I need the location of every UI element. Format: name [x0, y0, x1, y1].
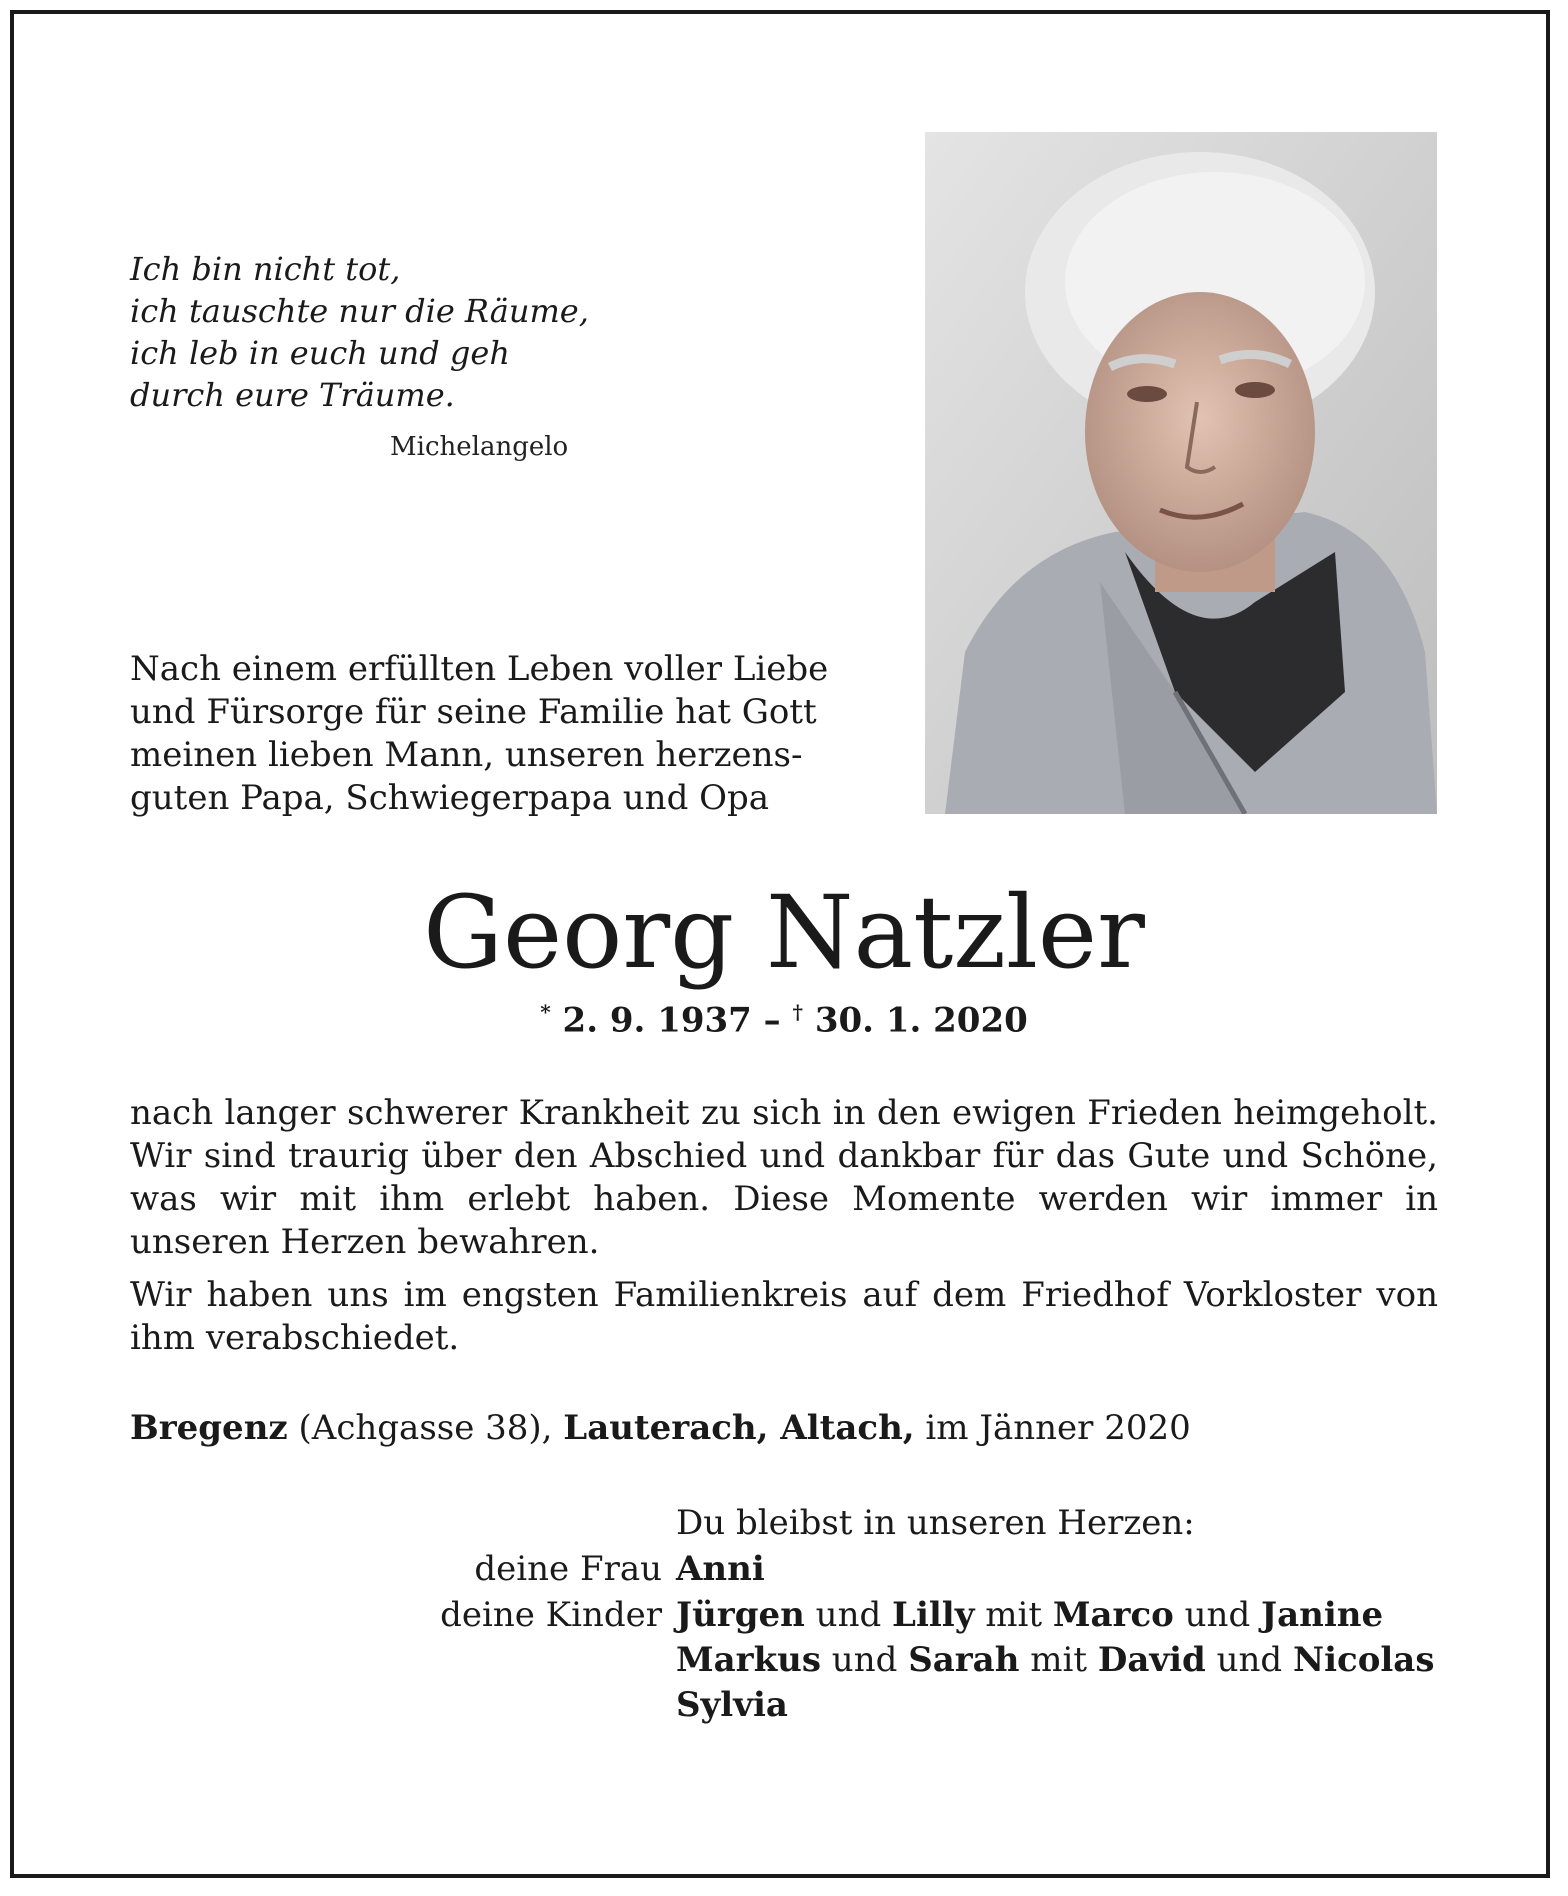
family-name: Janine	[1261, 1595, 1384, 1635]
quote-line: durch eure Träume.	[130, 376, 455, 414]
family-heading: Du bleibst in unseren Herzen:	[676, 1503, 1195, 1543]
connector: mit	[974, 1595, 1053, 1635]
quote-author: Michelangelo	[390, 432, 569, 462]
children-label: deine Kinder	[440, 1595, 662, 1635]
quote-line: ich leb in euch und geh	[130, 334, 510, 372]
intro-text	[130, 648, 828, 820]
location-line	[130, 1408, 1191, 1448]
family-name: Sylvia	[676, 1685, 788, 1725]
family-name: Nicolas	[1293, 1640, 1435, 1680]
quote-line: ich tauschte nur die Räume,	[130, 292, 589, 330]
birth-symbol: *	[540, 1000, 551, 1024]
body-paragraph: Wir haben uns im engsten Familienkreis auf dem Friedhof Vorkloster von ihm verabschiedet.	[130, 1275, 1438, 1358]
location-place: Lauterach, Altach,	[563, 1408, 915, 1448]
quote-line: Ich bin nicht tot,	[130, 250, 401, 288]
intro-line: meinen lieben Mann, unseren herzens-	[130, 735, 803, 775]
location-address: (Achgasse 38),	[287, 1408, 564, 1448]
wife-label: deine Frau	[474, 1549, 662, 1589]
wife-name	[676, 1549, 765, 1589]
life-dates	[0, 1000, 1568, 1040]
connector: und	[804, 1595, 893, 1635]
children-row	[676, 1685, 788, 1725]
location-date: im Jänner 2020	[914, 1408, 1191, 1448]
date-separator: –	[763, 1000, 781, 1041]
intro-line: Nach einem erfüllten Leben voller Liebe	[130, 649, 829, 689]
portrait-photo	[925, 132, 1437, 814]
family-name: Lilly	[892, 1595, 975, 1635]
family-name: David	[1097, 1640, 1206, 1680]
location-place: Bregenz	[130, 1408, 288, 1448]
family-name: Markus	[676, 1640, 821, 1680]
family-name: Sarah	[908, 1640, 1020, 1680]
connector: und	[1173, 1595, 1262, 1635]
body-text	[130, 1092, 1438, 1360]
death-date: 30. 1. 2020	[814, 1000, 1028, 1041]
connector: mit	[1019, 1640, 1098, 1680]
portrait-photo-icon	[925, 132, 1437, 814]
connector: und	[1205, 1640, 1293, 1680]
children-row	[676, 1595, 1383, 1635]
family-name: Marco	[1052, 1595, 1174, 1635]
intro-line: und Fürsorge für seine Familie hat Gott	[130, 692, 817, 732]
family-name: Anni	[676, 1549, 765, 1589]
body-paragraph: nach langer schwerer Krankheit zu sich in den ewigen Frieden heimgeholt. Wir sind traurig über den Abschied und dankbar für das Gute und Schöne, was wir mit ihm erlebt haben. Diese Momente werden wir immer in unseren Herzen bewahren.	[130, 1093, 1438, 1262]
family-name: Jürgen	[676, 1595, 805, 1635]
deceased-name: Georg Natzler	[423, 874, 1145, 991]
connector: und	[821, 1640, 909, 1680]
birth-date: 2. 9. 1937	[562, 1000, 752, 1041]
quote-block	[130, 248, 589, 416]
intro-line: guten Papa, Schwiegerpapa und Opa	[130, 778, 770, 818]
children-row	[676, 1640, 1434, 1680]
death-symbol: †	[792, 1000, 803, 1024]
